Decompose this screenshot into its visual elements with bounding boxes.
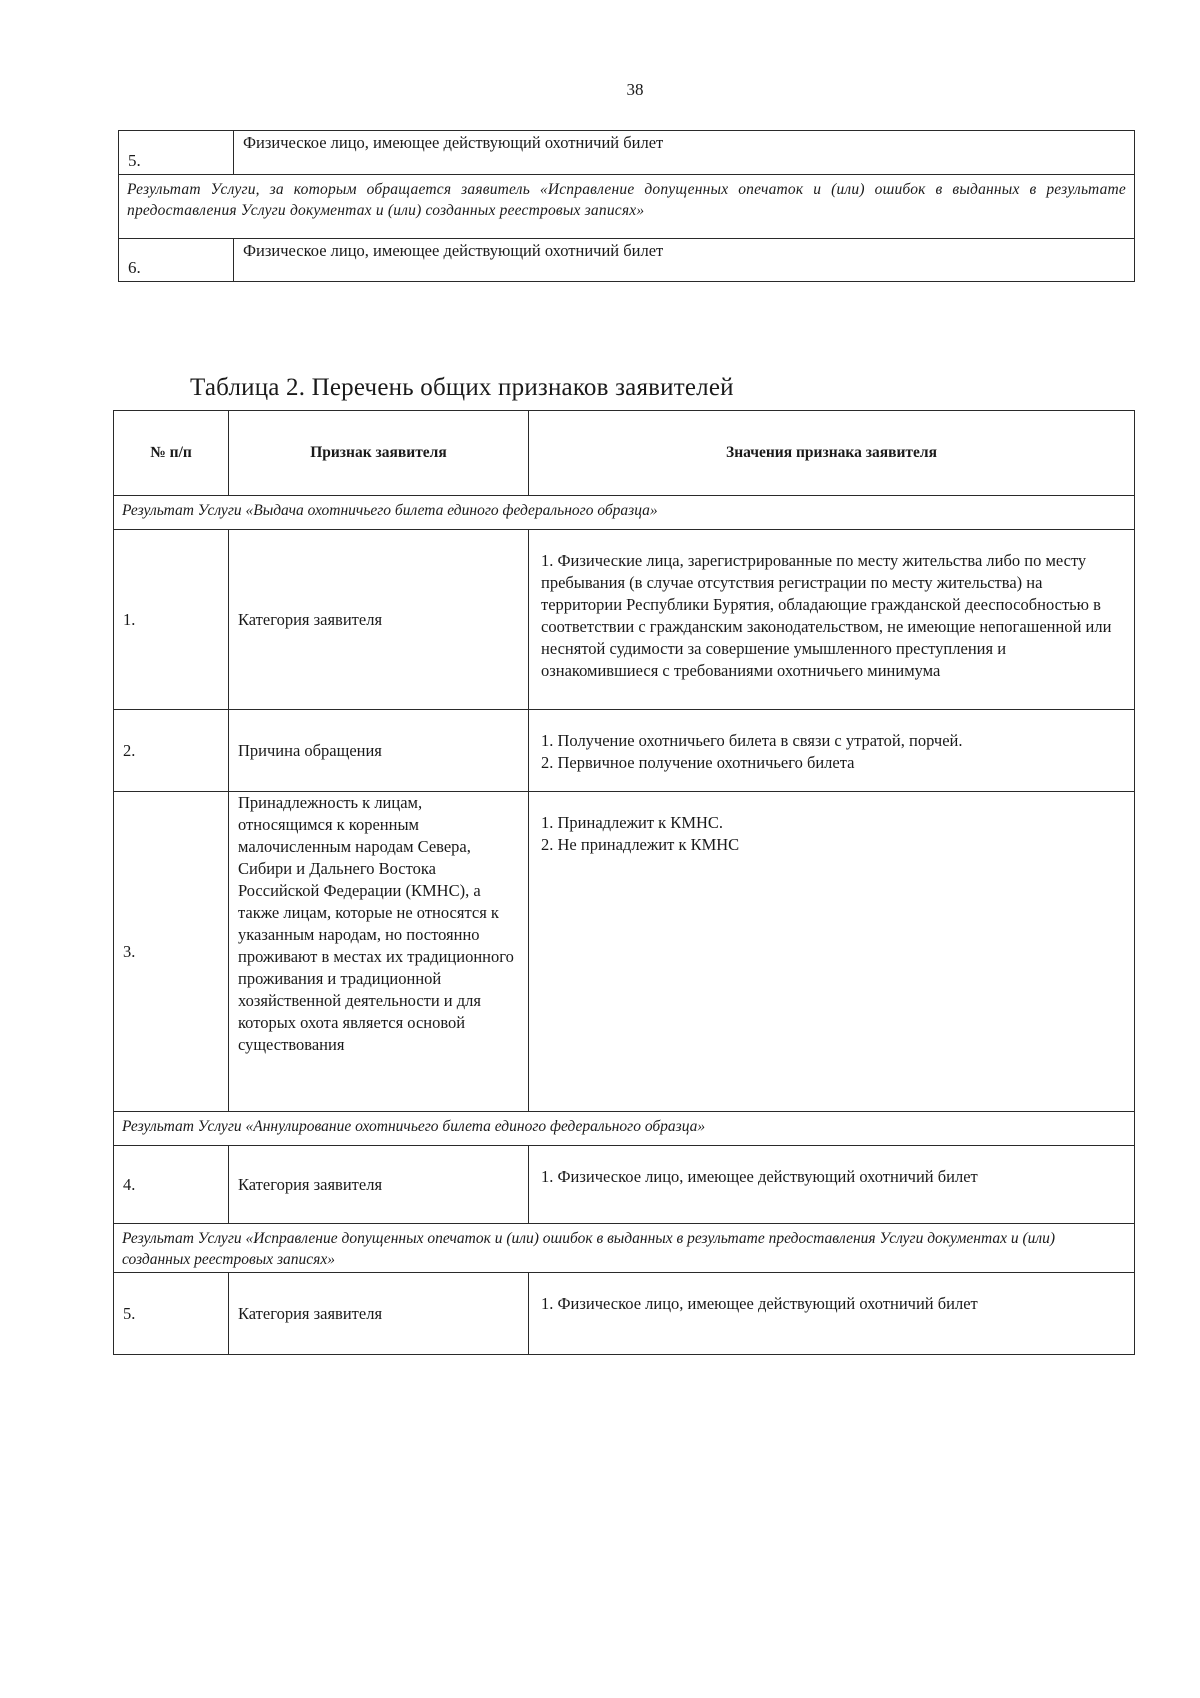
- row-value: 1. Получение охотничьего билета в связи с утратой, порчей. 2. Первичное получение охотничьего билета: [529, 710, 1135, 792]
- row-sign: Категория заявителя: [229, 1146, 529, 1224]
- header-sign: Признак заявителя: [229, 411, 529, 496]
- row-number: 3.: [114, 792, 229, 1112]
- result-heading: Результат Услуги «Исправление допущенных опечаток и (или) ошибок в выданных в результате предоставления Услуги документах и (или) созданных реестровых записях»: [114, 1224, 1135, 1273]
- row-value: 1. Принадлежит к КМНС. 2. Не принадлежит к КМНС: [529, 792, 1135, 1112]
- result-row: [114, 496, 1135, 530]
- row-number: 2.: [114, 710, 229, 792]
- result-row: [114, 1224, 1135, 1273]
- table-row: [114, 530, 1135, 710]
- row-sign: Принадлежность к лицам, относящимся к коренным малочисленным народам Севера, Сибири и Дальнего Востока Российской Федерации (КМНС), а также лицам, которые не относятся к указанным народам, но постоянно проживают в местах их традиционного проживания и традиционной хозяйственной деятельности и для которых охота является основой существования: [229, 792, 529, 1112]
- row-number: 1.: [114, 530, 229, 710]
- row-number: 5.: [119, 131, 234, 175]
- row-number: 5.: [114, 1273, 229, 1355]
- row-text: Физическое лицо, имеющее действующий охотничий билет: [234, 239, 1135, 282]
- table-row: [114, 792, 1135, 1112]
- result-row: [114, 1112, 1135, 1146]
- result-heading: Результат Услуги, за которым обращается заявитель «Исправление допущенных опечаток и (или) ошибок в выданных в результате предоставления Услуги документах и (или) созданных реестровых записях»: [119, 175, 1135, 239]
- result-row: [119, 175, 1135, 239]
- result-heading: Результат Услуги «Аннулирование охотничьего билета единого федерального образца»: [114, 1112, 1135, 1146]
- row-value: 1. Физическое лицо, имеющее действующий охотничий билет: [529, 1273, 1135, 1355]
- table-row: [114, 1146, 1135, 1224]
- header-values: Значения признака заявителя: [529, 411, 1135, 496]
- table-2-applicant-signs: [113, 410, 1135, 1355]
- result-heading: Результат Услуги «Выдача охотничьего билета единого федерального образца»: [114, 496, 1135, 530]
- table-row: [114, 1273, 1135, 1355]
- table-row: [114, 710, 1135, 792]
- row-sign: Причина обращения: [229, 710, 529, 792]
- row-number: 4.: [114, 1146, 229, 1224]
- table-row: [119, 239, 1135, 282]
- table-row: [119, 131, 1135, 175]
- page-number: 38: [626, 80, 644, 99]
- row-sign: Категория заявителя: [229, 1273, 529, 1355]
- table-header-row: [114, 411, 1135, 496]
- row-number: 6.: [119, 239, 234, 282]
- row-sign: Категория заявителя: [229, 530, 529, 710]
- table-1-continuation: [118, 130, 1135, 282]
- row-value: 1. Физическое лицо, имеющее действующий охотничий билет: [529, 1146, 1135, 1224]
- header-number: № п/п: [114, 411, 229, 496]
- row-text: Физическое лицо, имеющее действующий охотничий билет: [234, 131, 1135, 175]
- table-caption: Таблица 2. Перечень общих признаков заявителей: [190, 374, 734, 401]
- row-value: 1. Физические лица, зарегистрированные по месту жительства либо по месту пребывания (в случае отсутствия регистрации по месту жительства) на территории Республики Бурятия, обладающие гражданской дееспособностью в соответствии с гражданским законодательством, не имеющие непогашенной или неснятой судимости за совершение умышленного преступления и ознакомившиеся с требованиями охотничьего минимума: [529, 530, 1135, 710]
